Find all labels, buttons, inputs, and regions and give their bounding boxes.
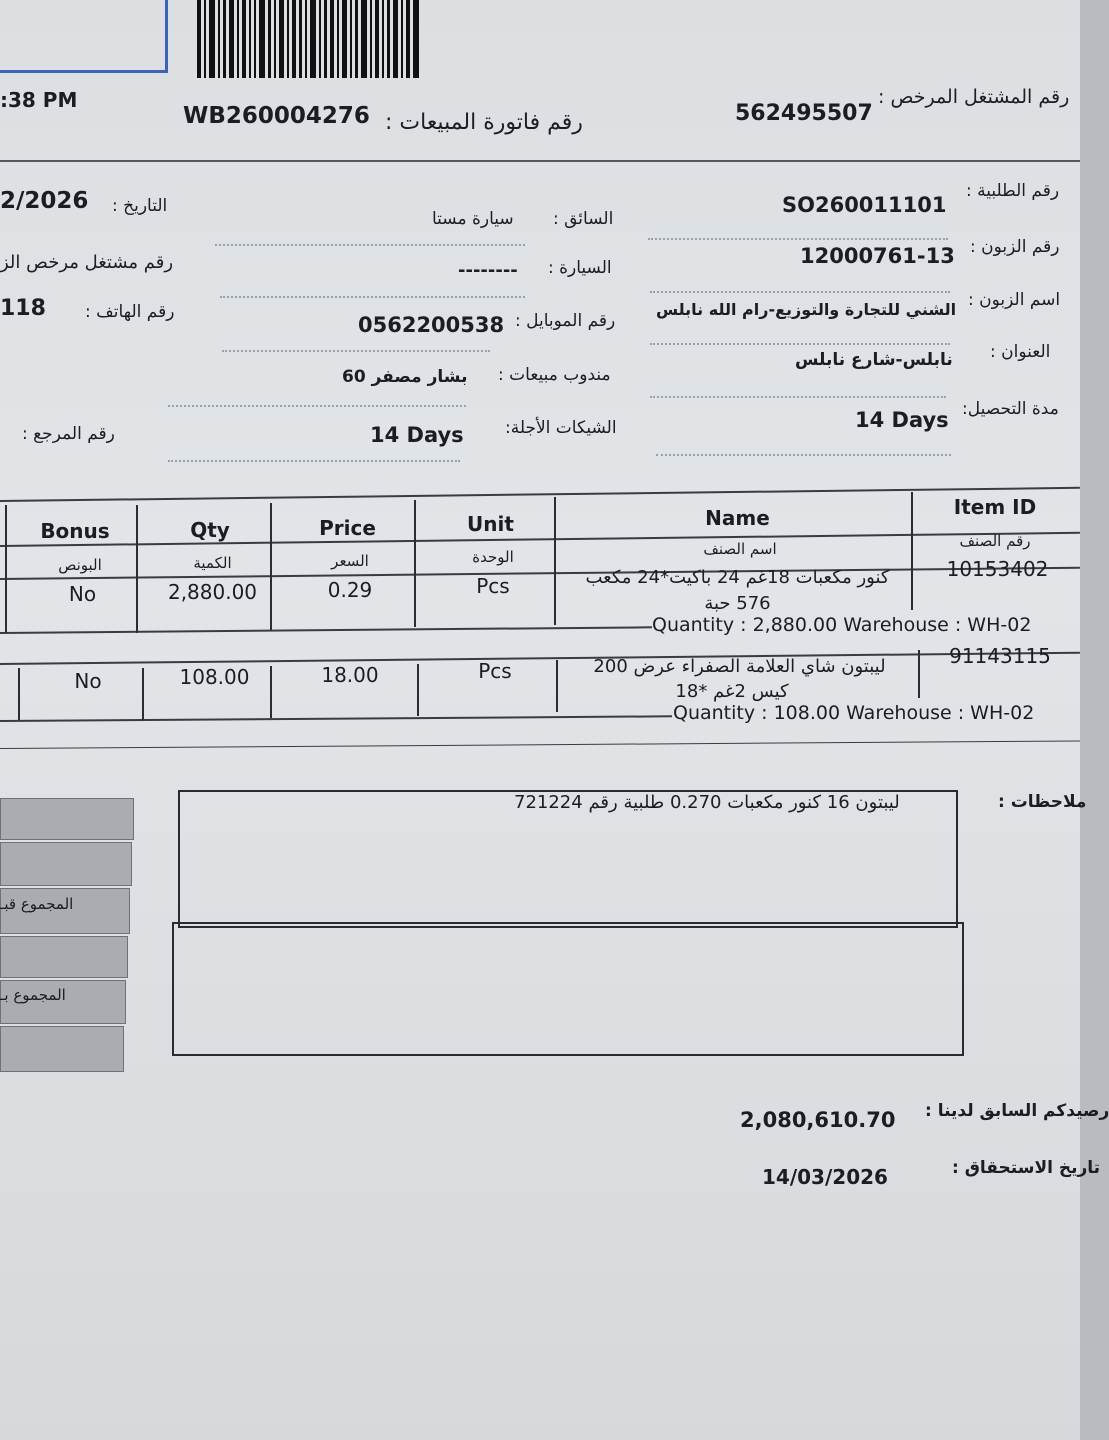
barcode-bar bbox=[342, 0, 347, 78]
barcode-bar bbox=[299, 0, 302, 78]
driver-value: سيارة مستا bbox=[432, 209, 514, 229]
barcode-bar bbox=[324, 0, 327, 78]
previous-balance-label: رصيدكم السابق لدينا : bbox=[925, 1101, 1109, 1121]
barcode-bar bbox=[259, 0, 265, 78]
notes-text: ليبتون 16 كنور مكعبات 0.270 طلبية رقم 721224 bbox=[514, 792, 900, 813]
barcode-bar bbox=[197, 0, 201, 78]
invoice-number: WB260004276 bbox=[183, 103, 370, 129]
date-value: 2/2026 bbox=[0, 188, 89, 214]
customer-number: 12000761-13 bbox=[800, 244, 955, 268]
barcode-bar bbox=[387, 0, 390, 78]
barcode-bar bbox=[319, 0, 321, 78]
reference-label: رقم المرجع : bbox=[22, 424, 115, 444]
totals-cell-6 bbox=[0, 1026, 124, 1072]
row1-bonus: No bbox=[68, 582, 97, 606]
barcode-bar bbox=[413, 0, 419, 78]
row2-summary: Quantity : 108.00 Warehouse : WH-02 bbox=[673, 702, 1035, 724]
barcode-bar bbox=[254, 0, 256, 78]
header-name: Name bbox=[705, 506, 770, 530]
header-bonus: Bonus bbox=[40, 519, 110, 543]
header-qty: Qty bbox=[190, 518, 230, 542]
notes-box-lower bbox=[172, 922, 964, 1056]
header-item-id: Item ID bbox=[953, 495, 1037, 519]
barcode-bar bbox=[292, 0, 296, 78]
header-divider bbox=[0, 160, 1080, 162]
car-value: -------- bbox=[458, 260, 518, 281]
barcode-bar bbox=[249, 0, 251, 78]
barcode-bar bbox=[330, 0, 334, 78]
phone-label: رقم الهاتف : bbox=[85, 302, 175, 322]
licensed-number-label-2: رقم مشتغل مرخص الز bbox=[0, 252, 174, 273]
address-value: نابلس-شارع نابلس bbox=[795, 350, 953, 370]
header-item-id-ar: رقم الصنف bbox=[959, 532, 1031, 550]
driver-label: السائق : bbox=[553, 209, 614, 229]
totals-cell-1 bbox=[0, 798, 134, 840]
row1-name-line1: كنور مكعبات 18غم 24 باكيت*24 مكعب bbox=[585, 567, 890, 588]
row1-name-line2: 576 حبة bbox=[704, 593, 771, 614]
barcode-bar bbox=[274, 0, 276, 78]
totals-cell-2 bbox=[0, 842, 132, 886]
car-label: السيارة : bbox=[548, 258, 612, 278]
subtotal-after-label: المجموع بـ bbox=[0, 986, 66, 1004]
barcode-bar bbox=[382, 0, 384, 78]
mobile-label: رقم الموبايل : bbox=[515, 311, 616, 331]
barcode-bar bbox=[279, 0, 284, 78]
header-frame bbox=[0, 0, 168, 73]
barcode-bar bbox=[401, 0, 403, 78]
row1-qty: 2,880.00 bbox=[167, 580, 258, 604]
row2-qty: 108.00 bbox=[179, 665, 250, 689]
barcode-bar bbox=[242, 0, 246, 78]
barcode-bar bbox=[209, 0, 215, 78]
row1-item-id: 10153402 bbox=[946, 557, 1049, 581]
header-bonus-ar: البونص bbox=[58, 556, 102, 574]
date-label: التاريخ : bbox=[112, 196, 168, 216]
barcode-bar bbox=[218, 0, 220, 78]
sales-rep-label: مندوب مبيعات : bbox=[498, 365, 611, 385]
customer-name-label: اسم الزبون : bbox=[968, 290, 1061, 310]
row2-item-id: 91143115 bbox=[949, 644, 1051, 668]
sales-rep-value: بشار مصفر 60 bbox=[342, 367, 468, 387]
barcode-bar bbox=[268, 0, 271, 78]
barcode-bar bbox=[229, 0, 234, 78]
customer-name: الشني للتجارة والتوزيع-رام الله نابلس bbox=[656, 300, 957, 319]
collection-value: 14 Days bbox=[855, 408, 949, 432]
barcode-bar bbox=[287, 0, 289, 78]
print-time: :38 PM bbox=[0, 88, 78, 112]
due-date: 14/03/2026 bbox=[762, 1165, 888, 1189]
customer-number-label: رقم الزبون : bbox=[970, 237, 1060, 257]
licensed-number: 562495507 bbox=[735, 101, 873, 126]
header-name-ar: اسم الصنف bbox=[703, 540, 777, 558]
barcode-bar bbox=[350, 0, 352, 78]
barcode-bar bbox=[204, 0, 206, 78]
barcode-bar bbox=[406, 0, 410, 78]
header-qty-ar: الكمية bbox=[193, 554, 232, 572]
barcode-bar bbox=[375, 0, 379, 78]
notes-label: ملاحظات : bbox=[998, 792, 1087, 812]
barcode-bar bbox=[310, 0, 316, 78]
row2-bonus: No bbox=[74, 669, 102, 693]
barcode-bar bbox=[237, 0, 239, 78]
order-number: SO260011101 bbox=[782, 193, 947, 217]
barcode-bar bbox=[337, 0, 339, 78]
mobile-value: 0562200538 bbox=[358, 313, 505, 337]
address-label: العنوان : bbox=[990, 342, 1051, 362]
due-date-label: تاريخ الاستحقاق : bbox=[952, 1158, 1101, 1178]
row1-summary: Quantity : 2,880.00 Warehouse : WH-02 bbox=[652, 614, 1032, 636]
row1-price: 0.29 bbox=[327, 578, 373, 602]
barcode-bar bbox=[370, 0, 372, 78]
licensed-number-label: رقم المشتغل المرخص : bbox=[878, 86, 1070, 108]
subtotal-before-label: المجموع قبـ bbox=[0, 895, 74, 913]
row2-unit: Pcs bbox=[478, 659, 512, 683]
barcode bbox=[197, 0, 459, 82]
header-price: Price bbox=[319, 516, 376, 540]
phone-value: 118 bbox=[0, 296, 46, 321]
cheques-label: الشيكات الأجلة: bbox=[505, 418, 617, 438]
header-unit: Unit bbox=[467, 512, 514, 536]
row2-name-line2: كيس 2غم *18 bbox=[675, 681, 789, 702]
totals-cell-4 bbox=[0, 936, 128, 978]
barcode-bar bbox=[223, 0, 226, 78]
row1-unit: Pcs bbox=[476, 574, 510, 598]
barcode-bar bbox=[361, 0, 367, 78]
row2-price: 18.00 bbox=[321, 663, 379, 687]
barcode-bar bbox=[305, 0, 307, 78]
collection-label: مدة التحصيل: bbox=[962, 399, 1059, 419]
invoice-number-label: رقم فاتورة المبيعات : bbox=[385, 110, 583, 135]
cheques-value: 14 Days bbox=[370, 423, 464, 447]
barcode-bar bbox=[393, 0, 398, 78]
previous-balance: 2,080,610.70 bbox=[740, 1108, 896, 1132]
header-unit-ar: الوحدة bbox=[472, 548, 514, 566]
order-number-label: رقم الطلبية : bbox=[966, 181, 1060, 201]
row2-name-line1: ليبتون شاي العلامة الصفراء عرض 200 bbox=[593, 656, 886, 677]
header-price-ar: السعر bbox=[331, 552, 369, 570]
barcode-bar bbox=[355, 0, 358, 78]
